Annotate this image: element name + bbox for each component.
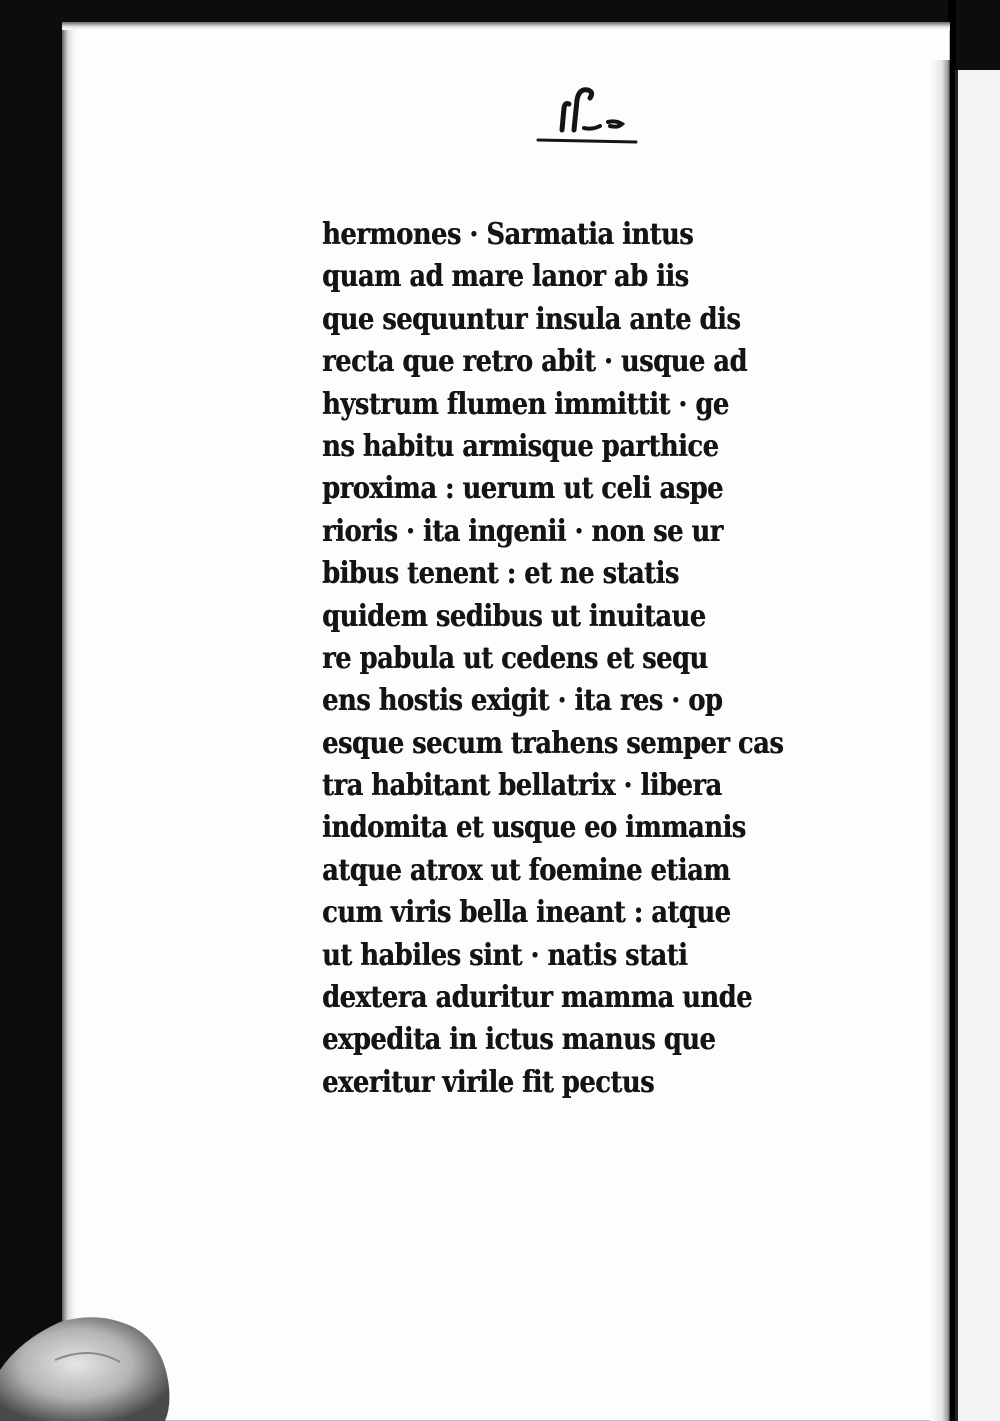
manuscript-line: quidem sedibus ut inuitaue bbox=[322, 598, 706, 634]
leaf-right-edge bbox=[930, 60, 950, 1421]
folio-number-glyph bbox=[530, 78, 650, 148]
manuscript-line: tra habitant bellatrix · libera bbox=[322, 768, 722, 804]
manuscript-line: re pabula ut cedens et sequ bbox=[322, 640, 708, 676]
manuscript-line: expedita in ictus manus que bbox=[322, 1022, 716, 1058]
leaf-left-edge bbox=[62, 22, 78, 1421]
manuscript-line: proxima : uerum ut celi aspe bbox=[322, 471, 723, 507]
manuscript-line: rioris · ita ingenii · non se ur bbox=[322, 513, 723, 549]
manuscript-line: ut habiles sint · natis stati bbox=[322, 937, 688, 973]
manuscript-line: hermones · Sarmatia intus bbox=[322, 217, 694, 252]
manuscript-line: hystrum flumen immittit · ge bbox=[322, 386, 729, 422]
manuscript-line: exeritur virile fit pectus bbox=[322, 1064, 654, 1100]
manuscript-line: quam ad mare lanor ab iis bbox=[322, 259, 689, 295]
photographer-thumb bbox=[0, 1300, 200, 1421]
thumb-shape bbox=[0, 1300, 200, 1421]
manuscript-text-block bbox=[322, 214, 842, 1104]
folio-number bbox=[530, 78, 650, 158]
manuscript-line: esque secum trahens semper cas bbox=[322, 725, 784, 761]
leaf-top-edge bbox=[62, 22, 950, 30]
manuscript-line: cum viris bella ineant : atque bbox=[322, 895, 731, 931]
manuscript-line: recta que retro abit · usque ad bbox=[322, 344, 747, 380]
manuscript-line: ns habitu armisque parthice bbox=[322, 428, 719, 464]
folio-number-text bbox=[530, 78, 531, 79]
manuscript-line: atque atrox ut foemine etiam bbox=[322, 852, 730, 888]
manuscript-line: dextera aduritur mamma unde bbox=[322, 980, 752, 1016]
manuscript-line: indomita et usque eo immanis bbox=[322, 810, 746, 846]
manuscript-line: que sequuntur insula ante dis bbox=[322, 301, 741, 337]
facing-page-edge bbox=[955, 70, 1000, 1421]
manuscript-line: ens hostis exigit · ita res · op bbox=[322, 683, 723, 719]
manuscript-line: bibus tenent : et ne statis bbox=[322, 556, 679, 592]
